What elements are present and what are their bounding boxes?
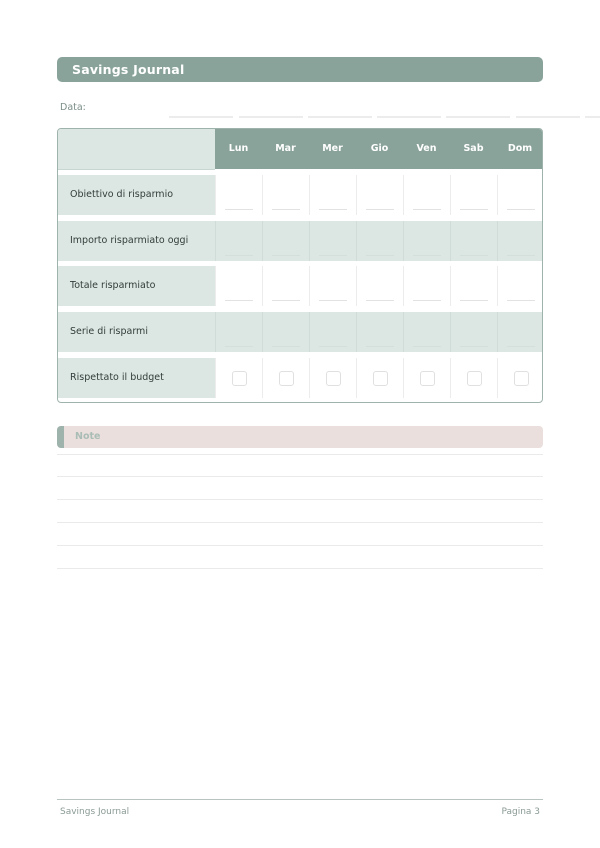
input-cell[interactable] [215,266,262,306]
note-line[interactable] [57,522,543,523]
input-cell[interactable] [497,312,543,352]
date-field-2[interactable] [239,116,303,118]
table-row-amount-saved-today [58,221,542,261]
note-line[interactable] [57,454,543,455]
input-cell[interactable] [497,221,543,261]
header-corner [58,129,215,170]
input-cell[interactable] [403,312,450,352]
input-cell[interactable] [356,312,403,352]
checkbox-cell [309,358,356,398]
input-cell[interactable] [309,312,356,352]
checkbox-cell [262,358,309,398]
day-header-dom: Dom [497,129,543,169]
notes-accent-bar [57,426,64,448]
row-label: Obiettivo di risparmio [58,175,215,215]
checkbox[interactable] [232,371,247,386]
day-header-ven: Ven [403,129,450,169]
note-line[interactable] [57,545,543,546]
page-title: Savings Journal [72,62,185,77]
checkbox[interactable] [326,371,341,386]
note-line[interactable] [57,568,543,569]
notes-title: Note [75,431,101,442]
checkbox-cell [450,358,497,398]
input-cell[interactable] [215,312,262,352]
input-cell[interactable] [403,266,450,306]
input-cell[interactable] [262,221,309,261]
table-row-savings-streak [58,312,542,352]
date-field-4[interactable] [377,116,441,118]
checkbox[interactable] [467,371,482,386]
checkbox-cell [497,358,543,398]
date-field-1[interactable] [169,116,233,118]
title-bar [57,57,543,82]
checkbox-cell [215,358,262,398]
input-cell[interactable] [309,266,356,306]
page-number: Pagina 3 [501,807,540,817]
date-field-5[interactable] [446,116,510,118]
row-label: Rispettato il budget [58,358,215,398]
checkbox[interactable] [420,371,435,386]
footer-divider [57,799,543,800]
input-cell[interactable] [262,312,309,352]
day-header-gio: Gio [356,129,403,169]
weekly-table [57,128,543,403]
input-cell[interactable] [356,266,403,306]
input-cell[interactable] [403,175,450,215]
input-cell[interactable] [450,266,497,306]
date-field-3[interactable] [308,116,372,118]
input-cell[interactable] [403,221,450,261]
day-header-lun: Lun [215,129,262,169]
row-label: Totale risparmiato [58,266,215,306]
input-cell[interactable] [450,312,497,352]
footer-title: Savings Journal [60,807,130,817]
day-header-mar: Mar [262,129,309,169]
checkbox[interactable] [279,371,294,386]
input-cell[interactable] [215,221,262,261]
checkbox-cell [356,358,403,398]
table-row-savings-goal [58,175,542,215]
checkbox[interactable] [514,371,529,386]
note-line[interactable] [57,499,543,500]
checkbox[interactable] [373,371,388,386]
input-cell[interactable] [309,221,356,261]
input-cell[interactable] [497,266,543,306]
date-label: Data: [60,102,86,113]
input-cell[interactable] [450,221,497,261]
input-cell[interactable] [215,175,262,215]
input-cell[interactable] [497,175,543,215]
row-label: Importo risparmiato oggi [58,221,215,261]
notes-header [57,426,543,448]
table-row-budget-kept [58,358,542,398]
table-row-total-saved [58,266,542,306]
date-field-7[interactable] [585,116,600,118]
input-cell[interactable] [356,175,403,215]
row-label: Serie di risparmi [58,312,215,352]
input-cell[interactable] [262,175,309,215]
day-header-mer: Mer [309,129,356,169]
input-cell[interactable] [356,221,403,261]
note-line[interactable] [57,476,543,477]
input-cell[interactable] [309,175,356,215]
input-cell[interactable] [450,175,497,215]
input-cell[interactable] [262,266,309,306]
date-field-6[interactable] [516,116,580,118]
day-header-sab: Sab [450,129,497,169]
checkbox-cell [403,358,450,398]
